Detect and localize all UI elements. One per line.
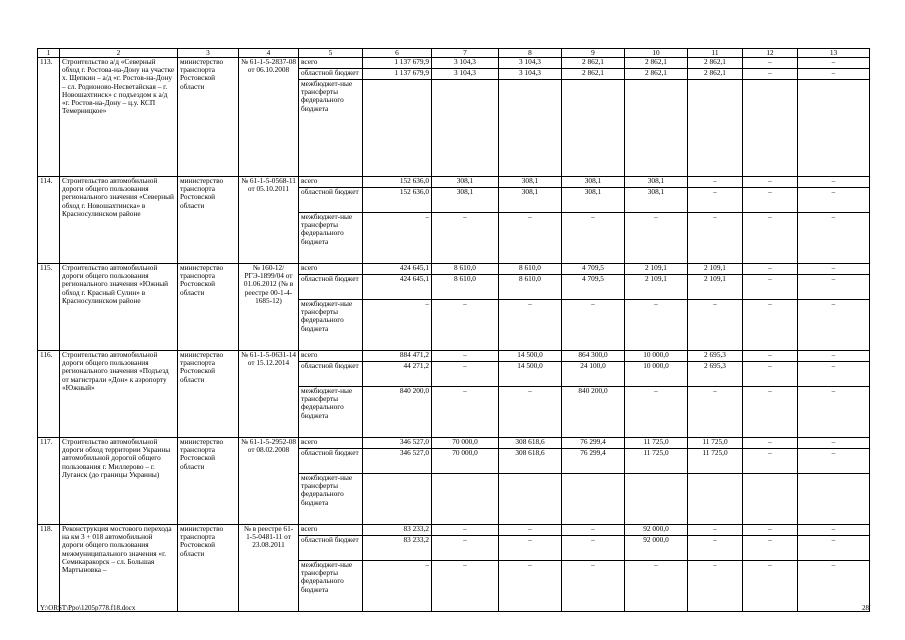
funding-source: межбюджет-ные трансферты федерального бюджета <box>299 213 363 264</box>
funding-source: областной бюджет <box>299 362 363 387</box>
table-row <box>38 525 870 536</box>
funding-source: межбюджет-ные трансферты федерального бюджета <box>299 387 363 438</box>
amount-cell: 70 000,0 <box>432 449 499 474</box>
amount-cell: 2 862,1 <box>625 58 688 69</box>
amount-cell: – <box>743 188 798 213</box>
amount-cell: – <box>798 351 870 362</box>
amount-cell <box>363 80 432 177</box>
amount-cell: – <box>798 536 870 561</box>
amount-cell: 11 725,0 <box>688 449 743 474</box>
amount-cell <box>499 80 562 177</box>
amount-cell: – <box>743 213 798 264</box>
object-name: Строительство автомобильной дороги общего пользования регионального значения «Подъезд от магистрали «Дон» к аэропорту «Южный» <box>60 351 178 438</box>
column-number: 9 <box>562 49 625 58</box>
amount-cell: 2 109,1 <box>688 264 743 275</box>
amount-cell <box>625 474 688 525</box>
amount-cell: – <box>798 188 870 213</box>
column-number: 12 <box>743 49 798 58</box>
amount-cell: 1 137 679,9 <box>363 58 432 69</box>
record-number: 117. <box>38 438 60 525</box>
amount-cell: 8 610,0 <box>432 275 499 300</box>
record-number: 118. <box>38 525 60 612</box>
amount-cell: 2 695,3 <box>688 362 743 387</box>
amount-cell: – <box>688 213 743 264</box>
amount-cell: – <box>743 177 798 188</box>
funding-source: областной бюджет <box>299 536 363 561</box>
amount-cell: – <box>743 300 798 351</box>
amount-cell <box>432 80 499 177</box>
amount-cell: – <box>798 387 870 438</box>
amount-cell: – <box>562 300 625 351</box>
amount-cell: – <box>625 387 688 438</box>
amount-cell: – <box>743 387 798 438</box>
amount-cell: – <box>562 561 625 612</box>
amount-cell: 70 000,0 <box>432 438 499 449</box>
customer-name: министерство транспорта Ростовской области <box>178 525 239 612</box>
amount-cell: – <box>743 525 798 536</box>
amount-cell: 14 500,0 <box>499 362 562 387</box>
amount-cell: – <box>363 300 432 351</box>
amount-cell: – <box>625 300 688 351</box>
amount-cell: 14 500,0 <box>499 351 562 362</box>
amount-cell: – <box>432 300 499 351</box>
table-row <box>38 351 870 362</box>
amount-cell: – <box>625 213 688 264</box>
amount-cell: 424 645,1 <box>363 275 432 300</box>
project-document: № в реестре 61-1-5-0481-11 от 23.08.2011 <box>239 525 299 612</box>
amount-cell: 10 000,0 <box>625 351 688 362</box>
amount-cell <box>798 80 870 177</box>
amount-cell: – <box>432 213 499 264</box>
amount-cell: – <box>432 536 499 561</box>
amount-cell: 3 104,3 <box>499 58 562 69</box>
amount-cell: 2 695,3 <box>688 351 743 362</box>
customer-name: министерство транспорта Ростовской области <box>178 438 239 525</box>
amount-cell: 44 271,2 <box>363 362 432 387</box>
amount-cell: – <box>688 300 743 351</box>
amount-cell: 840 200,0 <box>562 387 625 438</box>
amount-cell: – <box>432 362 499 387</box>
amount-cell <box>688 474 743 525</box>
column-number: 1 <box>38 49 60 58</box>
amount-cell: 83 233,2 <box>363 536 432 561</box>
amount-cell: 76 299,4 <box>562 438 625 449</box>
amount-cell: – <box>499 300 562 351</box>
amount-cell: – <box>363 213 432 264</box>
amount-cell <box>432 474 499 525</box>
amount-cell: – <box>562 525 625 536</box>
column-number: 10 <box>625 49 688 58</box>
amount-cell: 840 200,0 <box>363 387 432 438</box>
amount-cell: – <box>798 177 870 188</box>
amount-cell: – <box>743 351 798 362</box>
amount-cell: – <box>688 561 743 612</box>
amount-cell: – <box>798 449 870 474</box>
amount-cell <box>625 80 688 177</box>
amount-cell: 308,1 <box>562 177 625 188</box>
amount-cell: 2 862,1 <box>562 58 625 69</box>
amount-cell: – <box>432 561 499 612</box>
amount-cell: 308 618,6 <box>499 449 562 474</box>
object-name: Строительство а/д «Северный обход г. Ростова-на-Дону на участке х. Щепкин – а/д «г. Ростов-на-Дону – сл. Родионово-Несветайская – г. Новошахтинск» с подъездом к а/д «г. Ростов-на-Дону – ц.у. КСП Темерницкое» <box>60 58 178 177</box>
amount-cell: – <box>499 525 562 536</box>
investment-program-table <box>37 48 870 612</box>
amount-cell: 308,1 <box>432 177 499 188</box>
funding-source: межбюджет-ные трансферты федерального бюджета <box>299 300 363 351</box>
project-document: № 61-1-5-2952-08 от 08.02.2008 <box>239 438 299 525</box>
amount-cell: – <box>798 213 870 264</box>
table-row <box>38 177 870 188</box>
amount-cell: – <box>798 275 870 300</box>
amount-cell: – <box>743 449 798 474</box>
page-number: 28 <box>862 604 869 612</box>
amount-cell: 1 137 679,9 <box>363 69 432 80</box>
amount-cell <box>688 80 743 177</box>
table-body <box>38 49 870 612</box>
amount-cell: – <box>562 536 625 561</box>
amount-cell: 24 100,0 <box>562 362 625 387</box>
funding-source: всего <box>299 58 363 69</box>
amount-cell: 83 233,2 <box>363 525 432 536</box>
column-number: 5 <box>299 49 363 58</box>
customer-name: министерство транспорта Ростовской области <box>178 58 239 177</box>
amount-cell: – <box>688 188 743 213</box>
object-name: Строительство автомобильной дороги общего пользования регионального значения «Северный обход г. Новошахтинска» в Красносулинском районе <box>60 177 178 264</box>
project-document: № 61-1-5-0568-11 от 05.10.2011 <box>239 177 299 264</box>
amount-cell: 2 109,1 <box>688 275 743 300</box>
amount-cell: – <box>432 351 499 362</box>
amount-cell <box>562 80 625 177</box>
amount-cell: 308,1 <box>499 177 562 188</box>
amount-cell: 11 725,0 <box>688 438 743 449</box>
column-number: 3 <box>178 49 239 58</box>
amount-cell: 308 618,6 <box>499 438 562 449</box>
footer-file-path: Y:\ORST\Ppo\1205p778.f18.docx <box>40 604 136 612</box>
object-name: Строительство автомобильной дороги общего пользования регионального значения «Южный обход г. Красный Сулин» в Красносулинском районе <box>60 264 178 351</box>
project-document: № 61-1-5-0631-14 от 15.12.2014 <box>239 351 299 438</box>
amount-cell: – <box>688 536 743 561</box>
amount-cell: 2 862,1 <box>562 69 625 80</box>
amount-cell <box>743 80 798 177</box>
amount-cell: 346 527,0 <box>363 438 432 449</box>
amount-cell: 2 109,1 <box>625 264 688 275</box>
amount-cell: – <box>798 561 870 612</box>
amount-cell: 308,1 <box>625 188 688 213</box>
amount-cell: – <box>798 58 870 69</box>
table-row <box>38 58 870 69</box>
funding-source: межбюджет-ные трансферты федерального бюджета <box>299 561 363 612</box>
funding-source: областной бюджет <box>299 449 363 474</box>
object-name: Реконструкция мостового перехода на км 3 + 018 автомобильной дороги общего пользования межмуниципального значения «г. Семикаракорск – сл. Большая Мартыновка – <box>60 525 178 612</box>
funding-source: областной бюджет <box>299 69 363 80</box>
table-row <box>38 438 870 449</box>
amount-cell: – <box>743 58 798 69</box>
amount-cell: 308,1 <box>499 188 562 213</box>
amount-cell: 152 636,0 <box>363 177 432 188</box>
amount-cell: – <box>499 561 562 612</box>
amount-cell <box>363 474 432 525</box>
amount-cell <box>798 474 870 525</box>
customer-name: министерство транспорта Ростовской области <box>178 351 239 438</box>
record-number: 115. <box>38 264 60 351</box>
amount-cell: – <box>688 525 743 536</box>
amount-cell: – <box>743 264 798 275</box>
amount-cell: – <box>743 275 798 300</box>
amount-cell: – <box>562 213 625 264</box>
amount-cell: – <box>499 387 562 438</box>
funding-source: межбюджет-ные трансферты федерального бюджета <box>299 474 363 525</box>
amount-cell: – <box>798 438 870 449</box>
record-number: 113. <box>38 58 60 177</box>
amount-cell: 8 610,0 <box>432 264 499 275</box>
amount-cell: – <box>743 438 798 449</box>
amount-cell: 76 299,4 <box>562 449 625 474</box>
amount-cell: – <box>798 264 870 275</box>
amount-cell: – <box>798 362 870 387</box>
column-number: 7 <box>432 49 499 58</box>
object-name: Строительство автомобильной дороги обход территории Украины автомобильной дорогой общего пользования г. Миллерово – г. Луганск (до границы Украины) <box>60 438 178 525</box>
amount-cell <box>743 474 798 525</box>
amount-cell: – <box>625 561 688 612</box>
amount-cell: 3 104,3 <box>499 69 562 80</box>
record-number: 116. <box>38 351 60 438</box>
amount-cell: 308,1 <box>625 177 688 188</box>
amount-cell: 308,1 <box>562 188 625 213</box>
amount-cell <box>562 474 625 525</box>
column-number: 4 <box>239 49 299 58</box>
funding-source: всего <box>299 525 363 536</box>
amount-cell: – <box>432 525 499 536</box>
amount-cell: 3 104,3 <box>432 69 499 80</box>
amount-cell: 152 636,0 <box>363 188 432 213</box>
column-number: 13 <box>798 49 870 58</box>
funding-source: областной бюджет <box>299 275 363 300</box>
amount-cell: – <box>743 561 798 612</box>
column-number: 11 <box>688 49 743 58</box>
amount-cell: 2 862,1 <box>688 58 743 69</box>
amount-cell: 884 471,2 <box>363 351 432 362</box>
column-number: 8 <box>499 49 562 58</box>
record-number: 114. <box>38 177 60 264</box>
funding-source: всего <box>299 264 363 275</box>
amount-cell: 3 104,3 <box>432 58 499 69</box>
amount-cell: – <box>798 300 870 351</box>
table-row <box>38 264 870 275</box>
amount-cell: – <box>743 536 798 561</box>
amount-cell: 11 725,0 <box>625 449 688 474</box>
amount-cell: 424 645,1 <box>363 264 432 275</box>
amount-cell: 308,1 <box>432 188 499 213</box>
column-number-row <box>38 49 870 58</box>
amount-cell: – <box>432 387 499 438</box>
amount-cell: 4 709,5 <box>562 264 625 275</box>
funding-source: областной бюджет <box>299 188 363 213</box>
amount-cell: 92 000,0 <box>625 525 688 536</box>
column-number: 2 <box>60 49 178 58</box>
amount-cell: – <box>743 362 798 387</box>
amount-cell: – <box>688 177 743 188</box>
amount-cell: 8 610,0 <box>499 275 562 300</box>
amount-cell: 92 000,0 <box>625 536 688 561</box>
column-number: 6 <box>363 49 432 58</box>
customer-name: министерство транспорта Ростовской области <box>178 264 239 351</box>
funding-source: всего <box>299 351 363 362</box>
amount-cell: – <box>688 387 743 438</box>
amount-cell: 864 300,0 <box>562 351 625 362</box>
amount-cell: 2 862,1 <box>625 69 688 80</box>
funding-source: всего <box>299 177 363 188</box>
amount-cell: 2 862,1 <box>688 69 743 80</box>
amount-cell: – <box>499 213 562 264</box>
project-document: № 160-12/ РГЭ-1899/04 от 01.06.2012 (№ в реестре 00-1-4-1685-12) <box>239 264 299 351</box>
funding-source: межбюджет-ные трансферты федерального бюджета <box>299 80 363 177</box>
customer-name: министерство транспорта Ростовской области <box>178 177 239 264</box>
amount-cell: 11 725,0 <box>625 438 688 449</box>
amount-cell: 346 527,0 <box>363 449 432 474</box>
amount-cell: 8 610,0 <box>499 264 562 275</box>
amount-cell: – <box>798 69 870 80</box>
amount-cell: 4 709,5 <box>562 275 625 300</box>
amount-cell: 10 000,0 <box>625 362 688 387</box>
amount-cell <box>499 474 562 525</box>
amount-cell: 2 109,1 <box>625 275 688 300</box>
funding-source: всего <box>299 438 363 449</box>
amount-cell: – <box>743 69 798 80</box>
project-document: № 61-1-5-2837-08 от 06.10.2008 <box>239 58 299 177</box>
amount-cell: – <box>798 525 870 536</box>
amount-cell: – <box>363 561 432 612</box>
amount-cell: – <box>499 536 562 561</box>
